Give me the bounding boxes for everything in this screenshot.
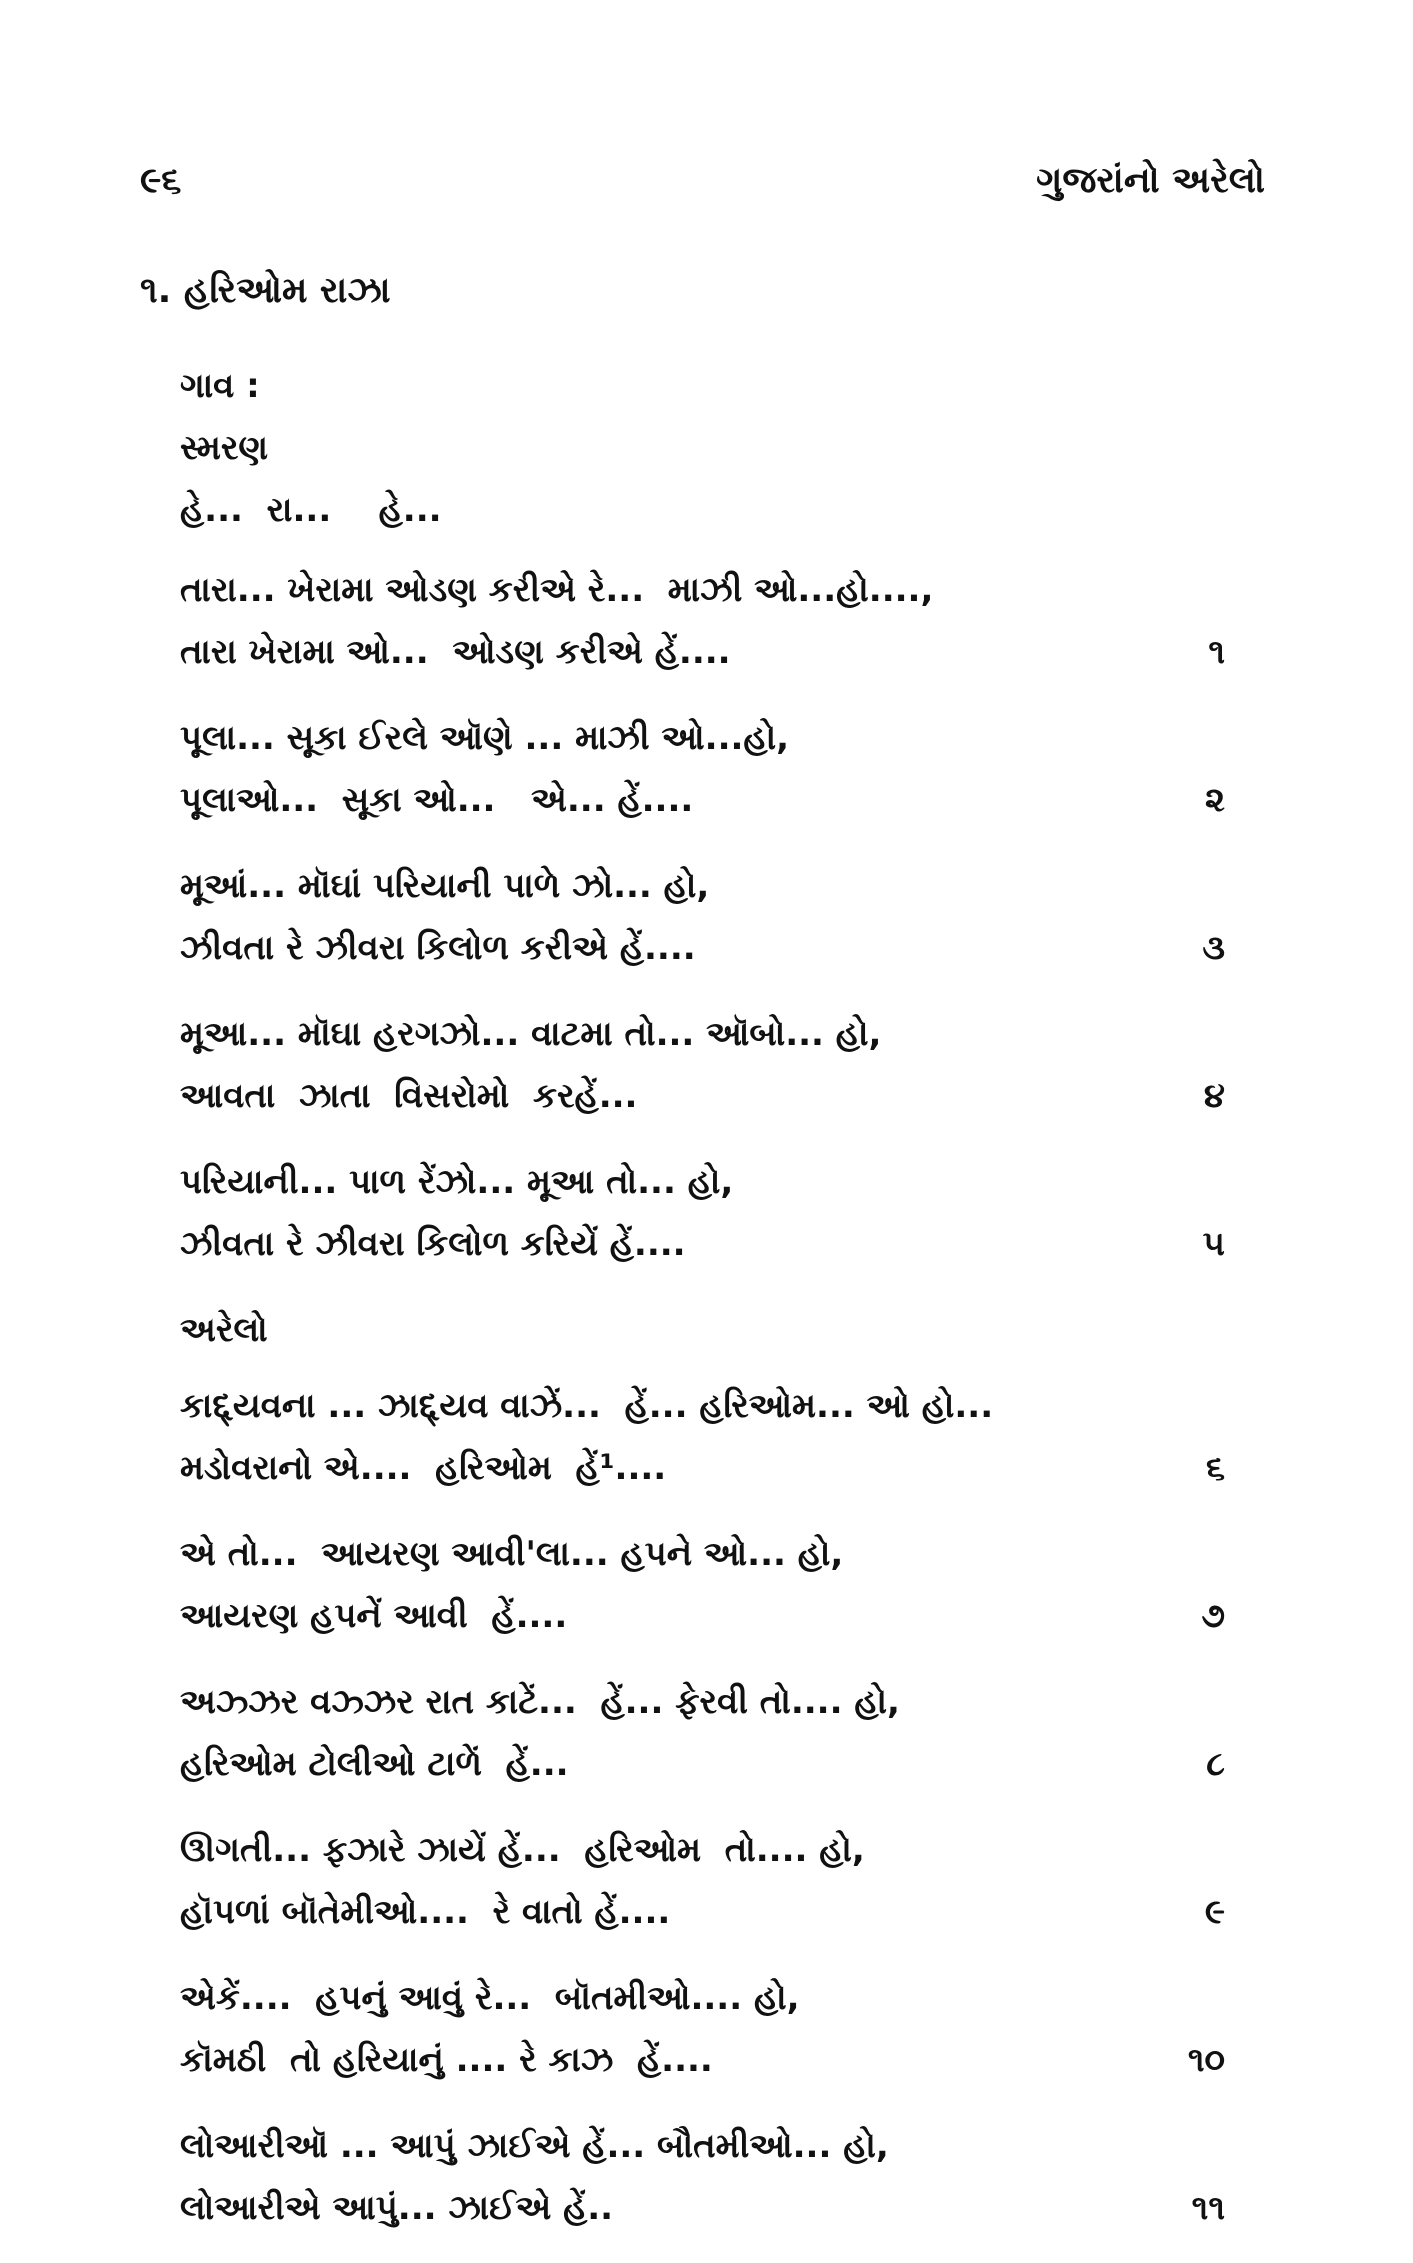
book-title: ગુજરાંનો અરેલો	[1036, 160, 1265, 201]
verse-7	[180, 1523, 1225, 1647]
verse-line: પૂલા... સૂકા ઈરલે ઑણે ... માઝી ઓ...હો,	[180, 718, 789, 758]
verse-1	[180, 559, 1225, 683]
verse-line: ઊગતી... ફઝારે ઝાયેં હેં... હરિઓમ તો.... હો,	[180, 1830, 865, 1870]
verse-line: લોઆરીએ આપું... ઝાઈએ હેં..	[180, 2188, 614, 2228]
verse-10	[180, 1967, 1225, 2091]
verse-line: તારા... ખેરામા ઓડણ કરીએ રે... માઝી ઓ...હો....,	[180, 570, 934, 610]
verse-line: તારા ખેરામા ઓ... ઓડણ કરીએ હેં....	[180, 632, 731, 672]
verse-number: ૬	[1205, 1448, 1225, 1488]
verse-number: ૨	[1205, 780, 1225, 820]
verse-number: ૧૧	[1191, 2188, 1225, 2228]
verse-4	[180, 1003, 1225, 1127]
verse-6	[180, 1375, 1225, 1499]
verse-line: આયરણ હપનેં આવી હેં....	[180, 1596, 568, 1636]
verse-line: ઝીવતા રે ઝીવરા કિલોળ કરિયેં હેં....	[180, 1224, 686, 1264]
verse-5	[180, 1151, 1225, 1275]
gav-label: ગાવ :	[180, 366, 260, 406]
verse-number: ૯	[1204, 1892, 1225, 1932]
verse-2	[180, 707, 1225, 831]
verse-line: મૂઆ... મૉઘા હરગઝો... વાટમા તો... ઑબો... હો,	[180, 1014, 882, 1054]
verse-number: ૧૦	[1187, 2040, 1225, 2080]
verse-number: ૩	[1202, 928, 1225, 968]
page-number: ૯૬	[140, 160, 182, 201]
page-header	[140, 160, 1265, 202]
verse-8	[180, 1671, 1225, 1795]
verse-number: ૪	[1203, 1076, 1225, 1116]
verse-line: અઝ્ઝર વઝ્ઝર રાત કાટેં... હેં... ફેરવી તો.... હો,	[180, 1682, 900, 1722]
verse-number: ૧	[1208, 632, 1225, 672]
verse-line: એ તો... આયરણ આવી'લા... હપને ઓ... હો,	[180, 1534, 844, 1574]
verse-line: ઝીવતા રે ઝીવરા કિલોળ કરીએ હેં....	[180, 928, 696, 968]
verse-9	[180, 1819, 1225, 1943]
verse-line: હરિઓમ ટોલીઓ ટાળેં હેં...	[180, 1744, 569, 1784]
section-title: ૧. હરિઓમ રાઝા	[140, 270, 391, 311]
verse-line: એકેં.... હપનું આવું રે... બૉતમીઓ.... હો,	[180, 1978, 800, 2018]
smaran-heading: સ્મરણ	[180, 428, 269, 468]
verse-line: હૉપળાં બૉતેમીઓ.... રે વાતો હેં....	[180, 1892, 671, 1932]
verse-number: ૮	[1206, 1744, 1225, 1784]
arelo-heading: અરેલો	[180, 1310, 268, 1350]
verse-line: મૂઆં... મૉઘાં પરિયાની પાળે ઝો... હો,	[180, 866, 710, 906]
verse-line: કાદ્દ્યવના ... ઝાદ્દ્યવ વાઝેં... હેં... હરિઓમ... ઓ હો...	[180, 1386, 994, 1426]
verse-line: પરિયાની... પાળ રેંઝો... મૂઆ તો... હો,	[180, 1162, 734, 1202]
verse-11	[180, 2115, 1225, 2239]
verse-line: પૂલાઓ... સૂકા ઓ... એ... હેં....	[180, 780, 694, 820]
verse-line: મડોવરાનો એ.... હરિઓમ હેં¹....	[180, 1448, 667, 1488]
song-body	[180, 355, 1225, 2263]
verse-number: ૭	[1201, 1596, 1225, 1636]
verse-3	[180, 855, 1225, 979]
verse-line: કૉમઠી તો હરિયાનું .... રે કાઝ હેં....	[180, 2040, 713, 2080]
verse-line: આવતા ઝાતા વિસરોમો કરહેં...	[180, 1076, 638, 1116]
verse-line: લોઆરીઑ ... આપું ઝાઈએ હેં... બૌતમીઓ... હો,	[180, 2126, 889, 2166]
verse-number: ૫	[1202, 1224, 1225, 1264]
call-line: હે... રા... હે...	[180, 490, 442, 530]
